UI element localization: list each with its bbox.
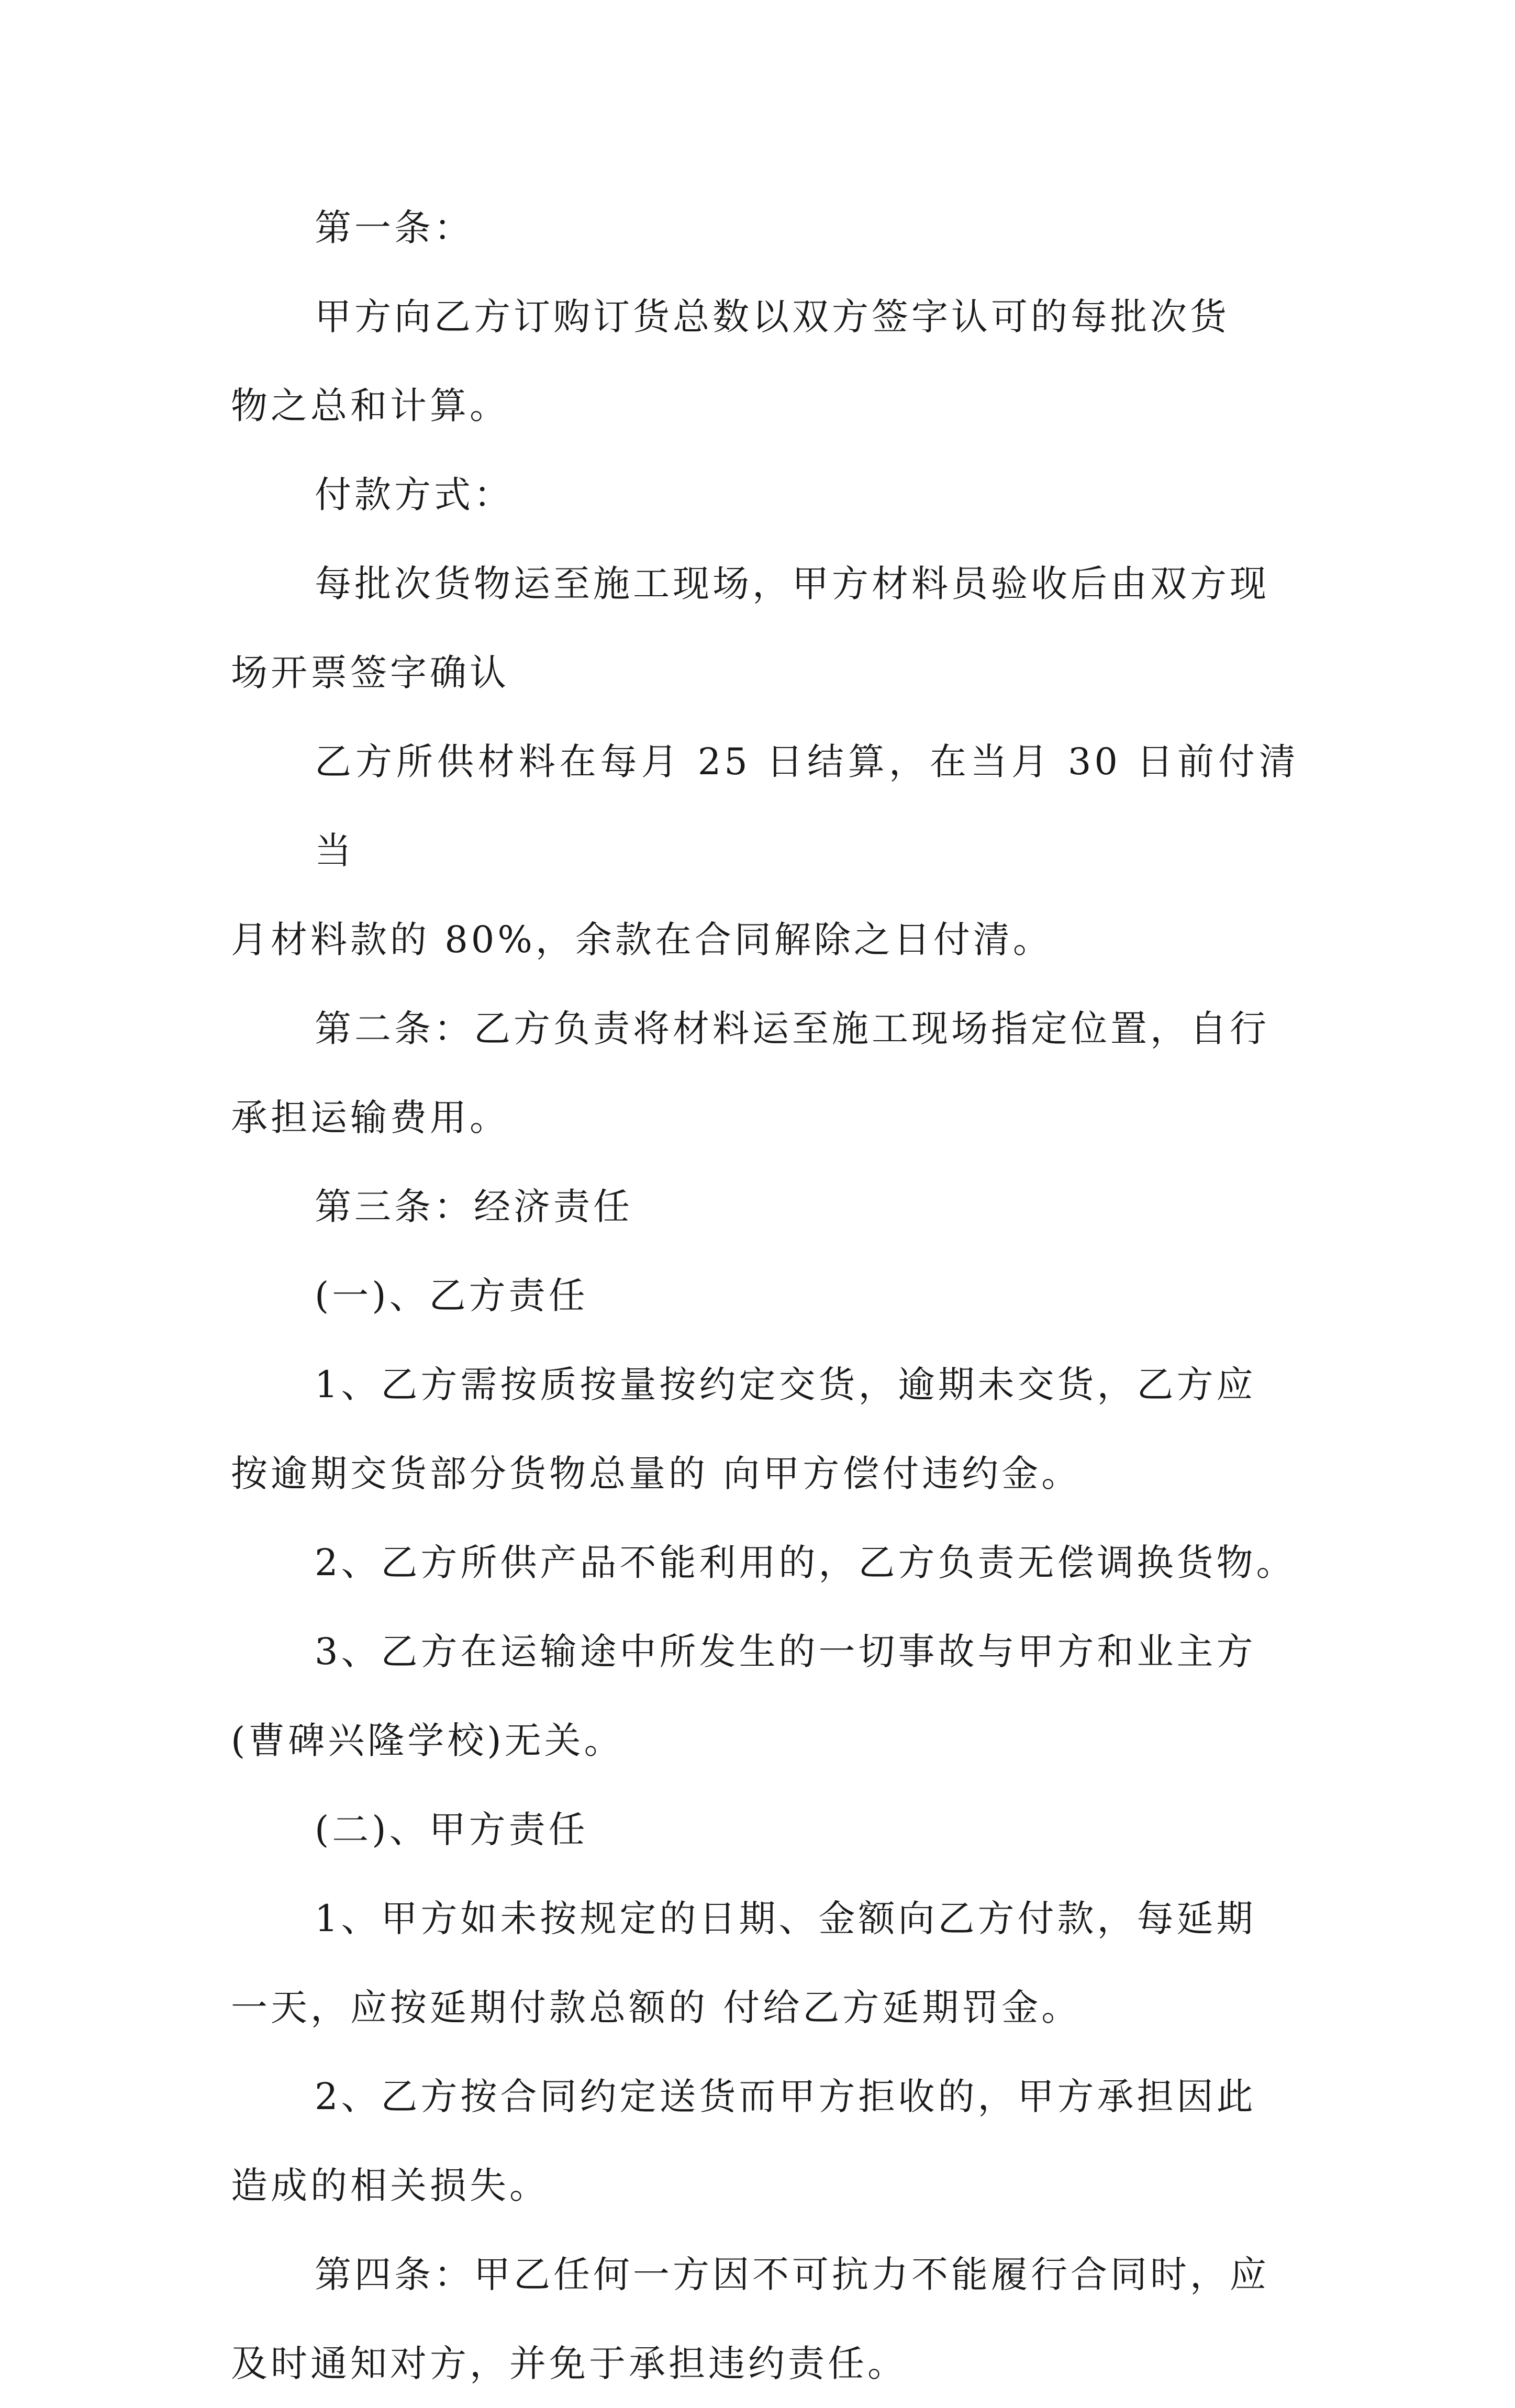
text-line: 及时通知对方，并免于承担违约责任。 xyxy=(231,2342,907,2385)
text-line: 第四条：甲乙任何一方因不可抗力不能履行合同时，应 xyxy=(315,2253,1269,2296)
paragraph-party-b-item-3 xyxy=(231,1607,1299,1785)
text-line: 甲方向乙方订购订货总数以双方签字认可的每批次货 xyxy=(315,295,1230,338)
paragraph-party-a-item-2 xyxy=(231,2052,1299,2230)
text-line: 2、乙方所供产品不能利用的，乙方负责无偿调换货物。 xyxy=(315,1541,1296,1584)
paragraph-article-2 xyxy=(231,984,1299,1162)
text-line: 场开票签字确认 xyxy=(231,651,509,694)
text-line: 造成的相关损失。 xyxy=(231,2164,549,2207)
text-line: 付款方式： xyxy=(315,473,514,516)
text-line: 1、乙方需按质按量按约定交货，逾期未交货，乙方应 xyxy=(315,1363,1256,1406)
paragraph-settlement xyxy=(231,717,1299,984)
paragraph-party-b-heading xyxy=(231,1251,1299,1340)
paragraph-delivery-acceptance xyxy=(231,539,1299,717)
text-line: 3、乙方在运输途中所发生的一切事故与甲方和业主方 xyxy=(315,1630,1256,1673)
text-line: (一)、乙方责任 xyxy=(315,1274,588,1317)
text-line: 1、甲方如未按规定的日期、金额向乙方付款，每延期 xyxy=(315,1897,1256,1940)
paragraph-article-3-heading xyxy=(231,1162,1299,1251)
paragraph-party-a-item-1 xyxy=(231,1874,1299,2052)
paragraph-article-1-heading xyxy=(231,183,1299,272)
text-line: 第二条：乙方负责将材料运至施工现场指定位置，自行 xyxy=(315,1007,1269,1050)
paragraph-party-a-heading xyxy=(231,1785,1299,1874)
text-line: 物之总和计算。 xyxy=(231,384,509,427)
paragraph-party-b-item-2 xyxy=(231,1518,1299,1607)
paragraph-order-total xyxy=(231,272,1299,450)
contract-body xyxy=(231,183,1299,2408)
text-line: 承担运输费用。 xyxy=(231,1096,509,1139)
text-line: 第一条： xyxy=(315,206,474,249)
text-line: (曹碑兴隆学校)无关。 xyxy=(231,1719,624,1762)
text-line: 月材料款的 80%，余款在合同解除之日付清。 xyxy=(231,918,1053,961)
paragraph-party-b-item-1 xyxy=(231,1340,1299,1518)
paragraph-article-4 xyxy=(231,2230,1299,2408)
text-line: 2、乙方按合同约定送货而甲方拒收的，甲方承担因此 xyxy=(315,2075,1256,2118)
text-line: 乙方所供材料在每月 25 日结算，在当月 30 日前付清当 xyxy=(315,740,1299,872)
paragraph-payment-heading xyxy=(231,450,1299,539)
text-line: 每批次货物运至施工现场，甲方材料员验收后由双方现 xyxy=(315,562,1269,605)
text-line: 第三条：经济责任 xyxy=(315,1185,633,1228)
text-line: (二)、甲方责任 xyxy=(315,1808,588,1851)
text-line: 按逾期交货部分货物总量的 向甲方偿付违约金。 xyxy=(231,1452,1082,1495)
text-line: 一天，应按延期付款总额的 付给乙方延期罚金。 xyxy=(231,1986,1082,2029)
